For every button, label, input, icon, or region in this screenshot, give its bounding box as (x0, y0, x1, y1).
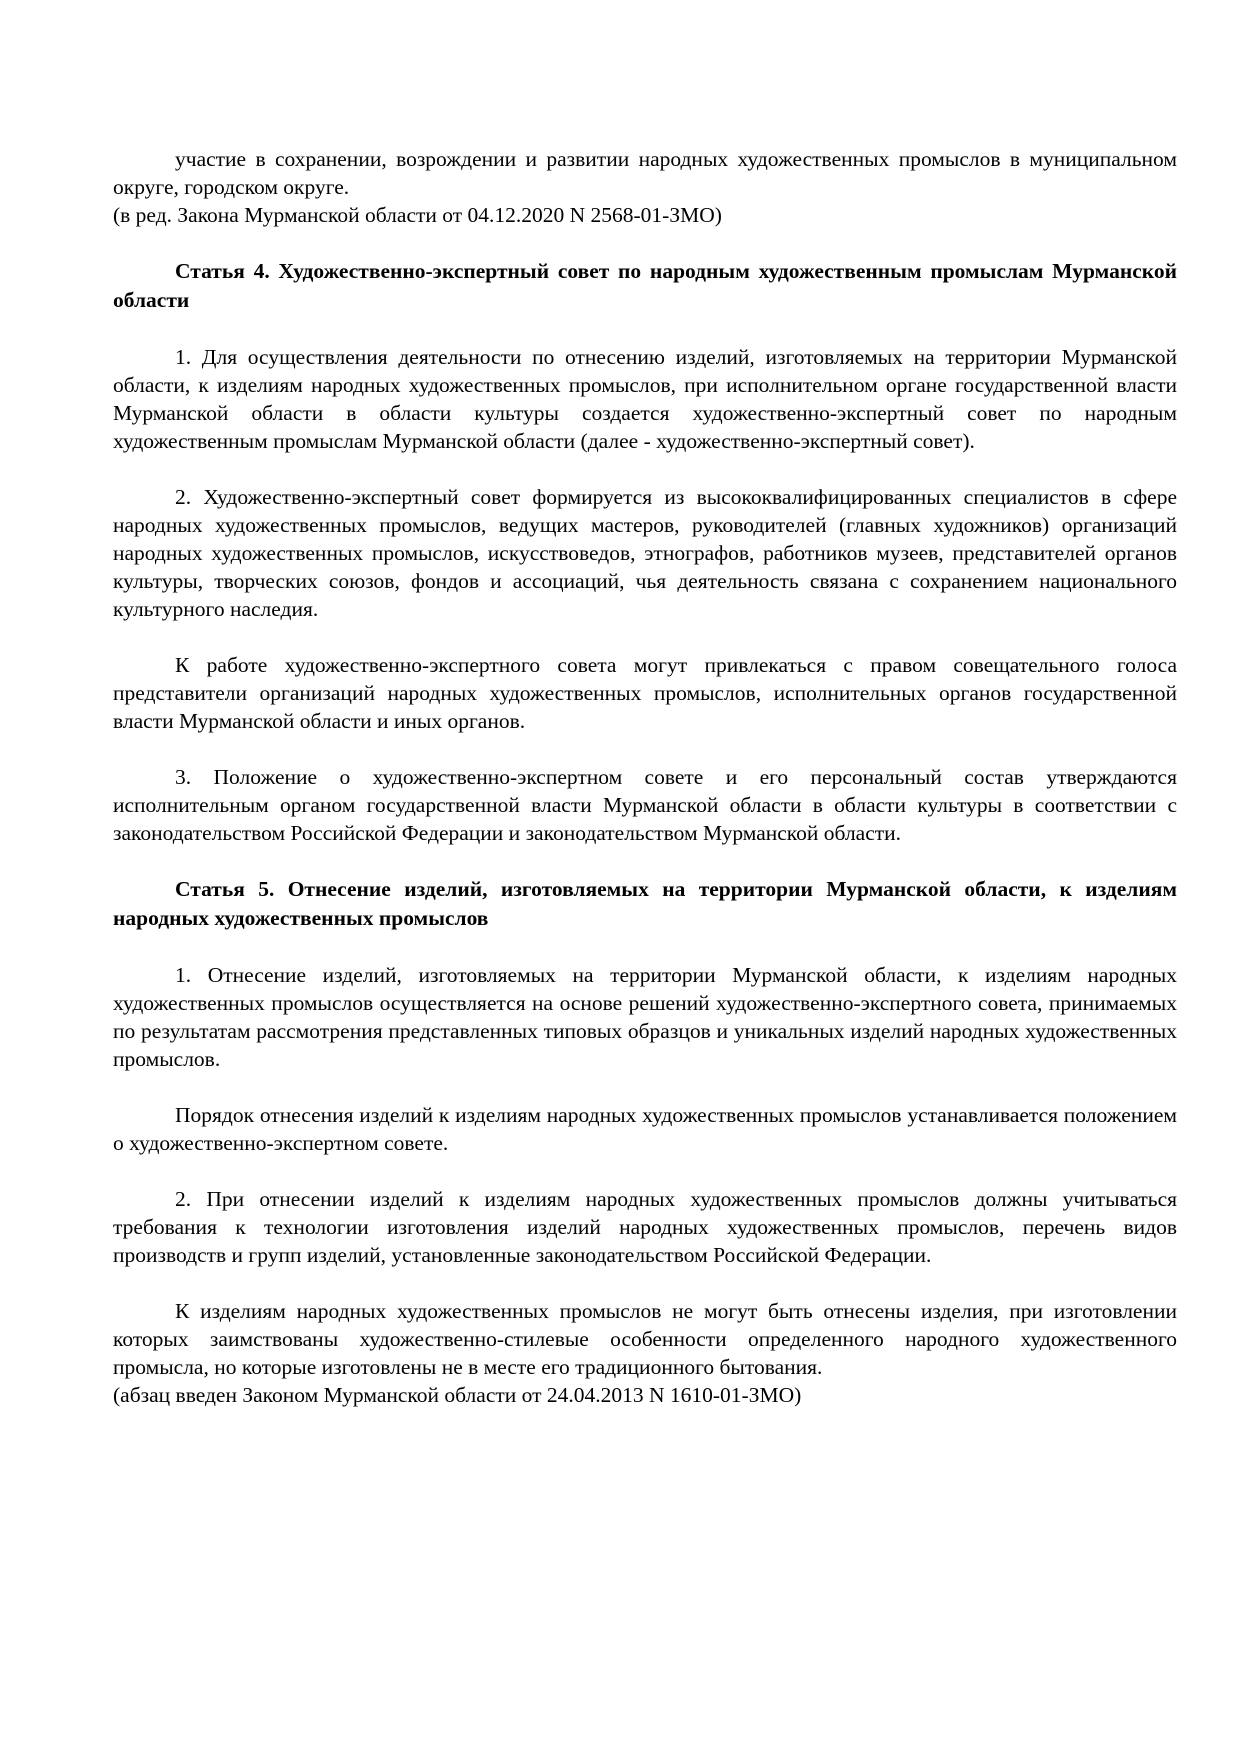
article-5-item-1-paragraph-2: Порядок отнесения изделий к изделиям народных художественных промыслов устанавливается положением о художественно-экспертном совете. (113, 1103, 1177, 1155)
article-5-item-2-paragraph-2: К изделиям народных художественных промыслов не могут быть отнесены изделия, при изготовлении которых заимствованы художественно-стилевые особенности определенного народного художественного промысла, но которые изготовлены не в месте его традиционного бытования. (113, 1299, 1177, 1379)
article-4-item-1: 1. Для осуществления деятельности по отнесению изделий, изготовляемых на территории Мурманской области, к изделиям народных художественных промыслов, при исполнительном органе государственной власти Мурманской области в области культуры создается художественно-экспертный совет по народным художественным промыслам Мурманской области (далее - художественно-экспертный совет). (113, 345, 1177, 453)
article-5-item-1: 1. Отнесение изделий, изготовляемых на территории Мурманской области, к изделиям народных художественных промыслов осуществляется на основе решений художественно-экспертного совета, принимаемых по результатам рассмотрения представленных типовых образцов и уникальных изделий народных художественных промыслов. (113, 963, 1177, 1071)
amendment-note-article-5: (абзац введен Законом Мурманской области от 24.04.2013 N 1610-01-ЗМО) (113, 1383, 802, 1407)
article-4-item-2-paragraph-2: К работе художественно-экспертного совета могут привлекаться с правом совещательного голоса представители организаций народных художественных промыслов, исполнительных органов государственной власти Мурманской области и иных органов. (113, 653, 1177, 733)
article-5-heading: Статья 5. Отнесение изделий, изготовляемых на территории Мурманской области, к изделиям народных художественных промыслов (113, 877, 1177, 930)
article-4-item-2: 2. Художественно-экспертный совет формируется из высококвалифицированных специалистов в сфере народных художественных промыслов, ведущих мастеров, руководителей (главных художников) организаций народных художественных промыслов, искусствоведов, этнографов, работников музеев, представителей органов культуры, творческих союзов, фондов и ассоциаций, чья деятельность связана с сохранением национального культурного наследия. (113, 485, 1177, 621)
article-4-heading: Статья 4. Художественно-экспертный совет по народным художественным промыслам Мурманской области (113, 259, 1177, 312)
article-5-item-2: 2. При отнесении изделий к изделиям народных художественных промыслов должны учитываться требования к технологии изготовления изделий народных художественных промыслов, перечень видов производств и групп изделий, установленные законодательством Российской Федерации. (113, 1187, 1177, 1267)
article-4-item-3: 3. Положение о художественно-экспертном совете и его персональный состав утверждаются исполнительным органом государственной власти Мурманской области в области культуры в соответствии с законодательством Российской Федерации и законодательством Мурманской области. (113, 765, 1177, 845)
amendment-note-article-3: (в ред. Закона Мурманской области от 04.12.2020 N 2568-01-ЗМО) (113, 203, 722, 227)
paragraph-continuation: участие в сохранении, возрождении и развитии народных художественных промыслов в муниципальном округе, городском округе. (113, 147, 1177, 199)
